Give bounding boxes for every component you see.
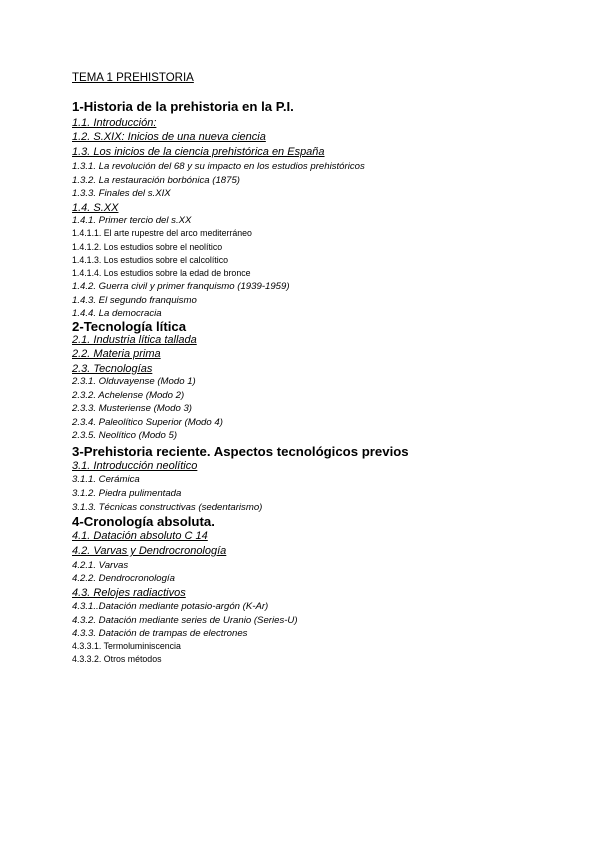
subsubsection-item: 1.4.2. Guerra civil y primer franquismo (1939-1959) bbox=[72, 281, 290, 292]
detail-item: 1.4.1.2. Los estudios sobre el neolítico bbox=[72, 242, 223, 252]
detail-item: 4.3.3.1. Termoluminiscencia bbox=[72, 641, 181, 651]
subsection-heading: 1.3. Los inicios de la ciencia prehistórica en España bbox=[72, 146, 325, 158]
subsubsection-item: 1.3.1. La revolución del 68 y su impacto en los estudios prehistóricos bbox=[72, 161, 365, 172]
subsubsection-item: 2.3.1. Olduvayense (Modo 1) bbox=[72, 376, 196, 387]
subsubsection-item: 4.2.2. Dendrocronología bbox=[72, 573, 175, 584]
section-heading: 3-Prehistoria reciente. Aspectos tecnológicos previos bbox=[72, 444, 409, 459]
subsubsection-item: 4.2.1. Varvas bbox=[72, 560, 129, 571]
subsection-heading: 4.2. Varvas y Dendrocronología bbox=[72, 545, 227, 557]
subsubsection-item: 1.3.3. Finales del s.XIX bbox=[72, 188, 171, 199]
subsubsection-item: 1.4.1. Primer tercio del s.XX bbox=[72, 215, 192, 226]
section-heading: 1-Historia de la prehistoria en la P.I. bbox=[72, 99, 294, 114]
subsubsection-item: 3.1.3. Técnicas constructivas (sedentarismo) bbox=[72, 502, 263, 513]
subsubsection-item: 3.1.1. Cerámica bbox=[72, 474, 140, 485]
subsubsection-item: 2.3.5. Neolítico (Modo 5) bbox=[72, 430, 178, 441]
subsubsection-item: 4.3.3. Datación de trampas de electrones bbox=[72, 628, 248, 639]
subsubsection-item: 1.4.4. La democracia bbox=[72, 308, 162, 319]
subsubsection-item: 4.3.1..Datación mediante potasio-argón (K-Ar) bbox=[72, 601, 269, 612]
subsection-heading: 4.1. Datación absoluto C 14 bbox=[72, 530, 208, 542]
subsubsection-item: 4.3.2. Datación mediante series de Uranio (Series-U) bbox=[72, 615, 298, 626]
subsection-heading: 3.1. Introducción neolítico bbox=[72, 460, 198, 472]
subsection-heading: 1.4. S.XX bbox=[72, 202, 119, 214]
subsection-heading: 2.1. Industria lítica tallada bbox=[72, 334, 197, 346]
document-title: TEMA 1 PREHISTORIA bbox=[72, 72, 194, 84]
subsection-heading: 1.2. S.XIX: Inicios de una nueva ciencia bbox=[72, 131, 266, 143]
subsection-heading: 4.3. Relojes radiactivos bbox=[72, 587, 186, 599]
subsubsection-item: 1.3.2. La restauración borbónica (1875) bbox=[72, 175, 240, 186]
subsubsection-item: 2.3.3. Musteriense (Modo 3) bbox=[72, 403, 192, 414]
subsection-heading: 2.2. Materia prima bbox=[72, 348, 161, 360]
section-heading: 2-Tecnología lítica bbox=[72, 319, 187, 334]
detail-item: 4.3.3.2. Otros métodos bbox=[72, 654, 162, 664]
detail-item: 1.4.1.4. Los estudios sobre la edad de bronce bbox=[72, 268, 251, 278]
detail-item: 1.4.1.1. El arte rupestre del arco mediterráneo bbox=[72, 228, 252, 238]
section-heading: 4-Cronología absoluta. bbox=[72, 514, 215, 529]
subsubsection-item: 2.3.4. Paleolítico Superior (Modo 4) bbox=[72, 417, 223, 428]
subsection-heading: 2.3. Tecnologías bbox=[72, 363, 153, 375]
detail-item: 1.4.1.3. Los estudios sobre el calcolítico bbox=[72, 255, 228, 265]
subsubsection-item: 1.4.3. El segundo franquismo bbox=[72, 295, 197, 306]
subsection-heading: 1.1. Introducción: bbox=[72, 117, 157, 129]
subsubsection-item: 2.3.2. Achelense (Modo 2) bbox=[72, 390, 185, 401]
subsubsection-item: 3.1.2. Piedra pulimentada bbox=[72, 488, 182, 499]
